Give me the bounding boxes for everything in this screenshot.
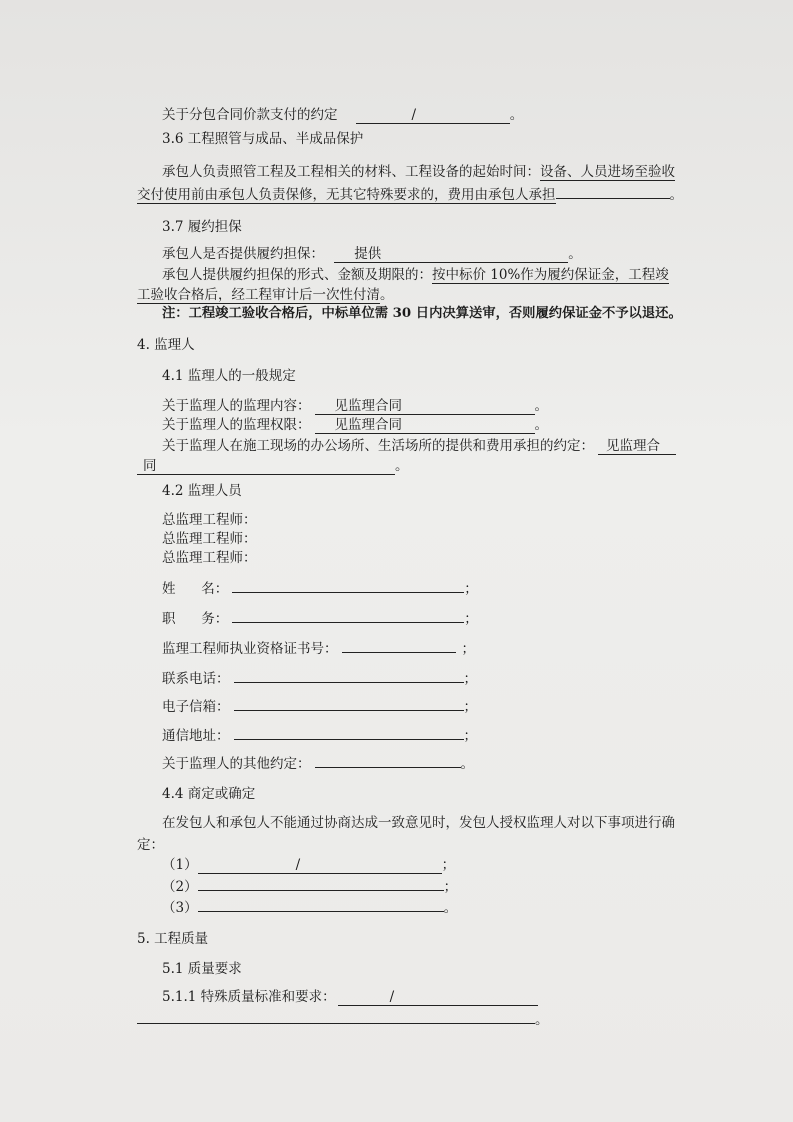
- custody-value-b: 交付使用前由承包人负责保修，无其它特殊要求的，费用由承包人承担: [137, 187, 556, 203]
- payment-value: /: [356, 107, 510, 124]
- determination-paragraph-line1: 在发包人和承包人不能通过协商达成一致意见时，发包人授权监理人对以下事项进行确: [162, 815, 675, 831]
- period: 。: [395, 458, 409, 474]
- semicolon: ；: [463, 728, 477, 744]
- special-quality-continuation: [137, 1023, 535, 1024]
- item-2-field: [198, 890, 444, 891]
- period: 。: [443, 900, 458, 916]
- name-field-line: [162, 580, 478, 598]
- item-1-field: /: [198, 857, 442, 874]
- guarantee-form-value-b: 工验收合格后，经工程审计后一次性付清: [137, 287, 380, 303]
- special-quality-line: [162, 988, 538, 1006]
- post-label: 职 务：: [162, 611, 229, 627]
- guarantee-line3: [137, 286, 394, 304]
- semicolon: ；: [464, 611, 478, 627]
- chief-engineer-3: 总监理工程师：: [162, 550, 257, 566]
- period: 。: [568, 246, 582, 262]
- semicolon: ；: [464, 581, 478, 597]
- supervision-authority-line: [162, 416, 548, 434]
- guarantee-form-label: 承包人提供履约担保的形式、金额及期限的：: [162, 267, 432, 283]
- post-field-line: [162, 610, 478, 628]
- post-field: [232, 622, 464, 623]
- section-5-title: 5. 工程质量: [137, 931, 209, 947]
- item-3-label: （3）: [162, 900, 198, 916]
- section-4-2-title: 4.2 监理人员: [162, 483, 242, 499]
- phone-label: 联系电话：: [162, 671, 230, 687]
- section-5-1-title: 5.1 质量要求: [162, 961, 242, 977]
- item-1-label: （1）: [162, 857, 198, 873]
- guarantee-line1: [162, 245, 582, 263]
- semicolon: ；: [441, 857, 456, 873]
- email-field: [234, 710, 464, 711]
- guarantee-note: 注：工程竣工验收合格后，中标单位需 30 日内决算送审，否则履约保证金不予以退还。: [162, 306, 682, 321]
- address-label: 通信地址：: [162, 728, 230, 744]
- special-quality-line2: [137, 1011, 549, 1029]
- office-line2: [137, 457, 409, 475]
- cert-field: [342, 652, 456, 653]
- supervision-scope-line: [162, 397, 548, 415]
- period: 。: [669, 187, 683, 203]
- chief-engineer-2: 总监理工程师：: [162, 531, 257, 547]
- name-field: [232, 592, 464, 593]
- semicolon: ；: [443, 879, 458, 895]
- guarantee-value: 提供: [334, 246, 568, 263]
- authority-value: 见监理合同: [315, 417, 535, 434]
- guarantee-form-value: 按中标价 10%作为履约保证金，工程竣: [432, 267, 669, 283]
- office-value-b: 同: [137, 458, 395, 475]
- address-field-line: [162, 727, 477, 745]
- custody-text: 承包人负责照管工程及工程相关的材料、工程设备的起始时间：: [162, 164, 540, 180]
- payment-label: 关于分包合同价款支付的约定: [162, 107, 338, 123]
- semicolon: ；: [463, 699, 477, 715]
- section-3-6-title: 3.6 工程照管与成品、半成品保护: [162, 131, 364, 147]
- item-2-label: （2）: [162, 879, 198, 895]
- period: 。: [509, 107, 524, 123]
- address-field: [234, 739, 464, 740]
- email-label: 电子信箱：: [162, 699, 230, 715]
- determination-paragraph-line2: 定：: [137, 837, 164, 853]
- section-4-title: 4. 监理人: [137, 337, 195, 353]
- name-label: 姓 名：: [162, 581, 229, 597]
- custody-paragraph-line1: [162, 163, 675, 181]
- period: 。: [534, 417, 548, 433]
- other-field: [315, 767, 461, 768]
- item-3-field: [198, 911, 444, 912]
- semicolon: ；: [463, 671, 477, 687]
- special-quality-label: 5.1.1 特殊质量标准和要求：: [162, 989, 336, 1005]
- phone-field: [234, 682, 464, 683]
- custody-paragraph-line2: [137, 186, 683, 204]
- cert-field-line: [162, 640, 475, 658]
- authority-label: 关于监理人的监理权限：: [162, 417, 311, 433]
- phone-field-line: [162, 670, 477, 688]
- special-quality-value: /: [338, 989, 538, 1006]
- item-3-line: [162, 899, 457, 917]
- office-label: 关于监理人在施工现场的办公场所、生活场所的提供和费用承担的约定：: [162, 438, 594, 454]
- period: 。: [535, 1012, 549, 1028]
- office-value-a: 见监理合: [598, 438, 676, 455]
- other-field-line: [162, 755, 474, 773]
- other-label: 关于监理人的其他约定：: [162, 756, 311, 772]
- custody-blank: [556, 198, 670, 199]
- period: 。: [460, 756, 474, 772]
- period: 。: [380, 287, 394, 303]
- scope-label: 关于监理人的监理内容：: [162, 398, 311, 414]
- guarantee-line2: [162, 266, 669, 284]
- section-3-7-title: 3.7 履约担保: [162, 219, 242, 235]
- item-1-line: [162, 856, 455, 874]
- office-line1: [162, 437, 676, 455]
- payment-clause-line: [162, 106, 523, 124]
- chief-engineer-1: 总监理工程师：: [162, 512, 257, 528]
- email-field-line: [162, 698, 477, 716]
- period: 。: [534, 398, 548, 414]
- custody-value-a: 设备、人员进场至验收: [540, 164, 675, 180]
- item-2-line: [162, 878, 457, 896]
- semicolon: ；: [461, 641, 475, 657]
- cert-label: 监理工程师执业资格证书号：: [162, 641, 338, 657]
- section-4-4-title: 4.4 商定或确定: [162, 786, 256, 802]
- guarantee-label: 承包人是否提供履约担保：: [162, 246, 324, 262]
- scope-value: 见监理合同: [315, 398, 535, 415]
- section-4-1-title: 4.1 监理人的一般规定: [162, 368, 296, 384]
